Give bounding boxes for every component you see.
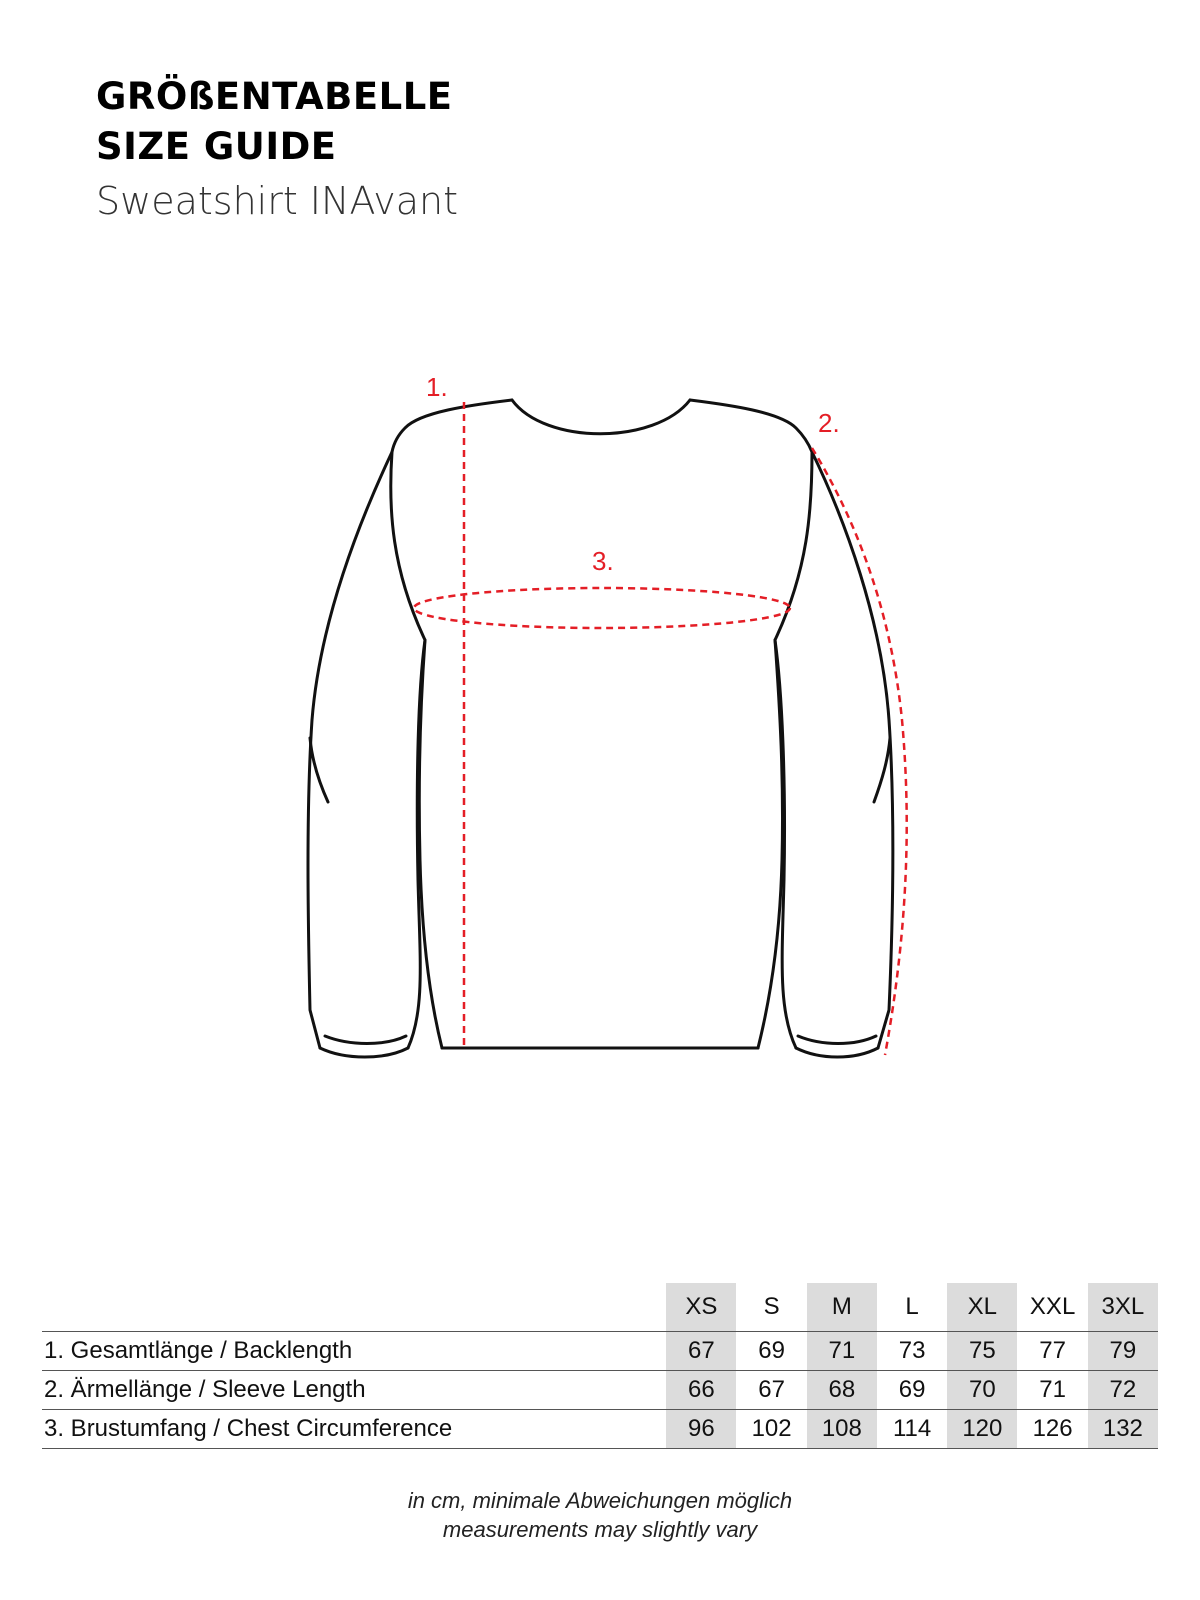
table-cell: 126 [1017, 1410, 1087, 1449]
table-cell: 67 [666, 1332, 736, 1371]
table-cell: 72 [1088, 1371, 1158, 1410]
table-cell: 69 [877, 1371, 947, 1410]
table-cell: 75 [947, 1332, 1017, 1371]
left-sleeve-outer [308, 452, 392, 1048]
size-m-header: M [807, 1283, 877, 1332]
left-cuff [320, 1036, 408, 1057]
right-shoulder [690, 400, 812, 452]
size-s-header: S [736, 1283, 806, 1332]
table-cell: 102 [736, 1410, 806, 1449]
page-title-en: SIZE GUIDE [96, 125, 337, 168]
product-name: Sweatshirt INAvant [96, 179, 458, 223]
right-cuff [796, 1036, 878, 1057]
note-line-de: in cm, minimale Abweichungen möglich [407, 1488, 793, 1513]
row-label: 2. Ärmellänge / Sleeve Length [42, 1371, 666, 1410]
table-cell: 96 [666, 1410, 736, 1449]
sweatshirt-diagram [0, 360, 1200, 1120]
table-row [42, 1410, 1158, 1449]
right-elbow-crease [874, 738, 890, 802]
size-l-header: L [877, 1283, 947, 1332]
note-line-en: measurements may slightly vary [442, 1517, 758, 1542]
table-cell: 108 [807, 1410, 877, 1449]
table-cell: 73 [877, 1332, 947, 1371]
label-1: 1. [426, 372, 448, 402]
size-xs-header: XS [666, 1283, 736, 1332]
size-header-empty [42, 1283, 666, 1332]
chest-circumference-ellipse [414, 588, 790, 628]
table-cell: 79 [1088, 1332, 1158, 1371]
title-block [96, 72, 458, 228]
table-cell: 120 [947, 1410, 1017, 1449]
measurement-note [0, 1486, 1200, 1544]
size-3xl-header: 3XL [1088, 1283, 1158, 1332]
size-xl-header: XL [947, 1283, 1017, 1332]
label-2: 2. [818, 408, 840, 438]
table-cell: 66 [666, 1371, 736, 1410]
table-row [42, 1332, 1158, 1371]
table-cell: 77 [1017, 1332, 1087, 1371]
row-label: 3. Brustumfang / Chest Circumference [42, 1410, 666, 1449]
sweatshirt-illustration [0, 360, 1200, 1120]
left-shoulder [392, 400, 512, 452]
table-cell: 69 [736, 1332, 806, 1371]
table-cell: 71 [807, 1332, 877, 1371]
table-cell: 114 [877, 1410, 947, 1449]
neckline [512, 400, 690, 434]
table-cell: 71 [1017, 1371, 1087, 1410]
page-title-de: GRÖßENTABELLE [96, 75, 453, 118]
sleeve-length-line [812, 448, 907, 1055]
sweatshirt-outline [308, 400, 893, 1057]
label-3: 3. [592, 546, 614, 576]
left-elbow-crease [310, 738, 328, 802]
body-left-side [419, 640, 442, 1048]
table-cell: 68 [807, 1371, 877, 1410]
table-cell: 70 [947, 1371, 1017, 1410]
size-table [42, 1283, 1158, 1449]
body-right-side [758, 640, 783, 1048]
right-sleeve-outer [812, 452, 893, 1048]
size-header-row [42, 1283, 1158, 1332]
table-cell: 67 [736, 1371, 806, 1410]
table-row [42, 1371, 1158, 1410]
size-xxl-header: XXL [1017, 1283, 1087, 1332]
table-cell: 132 [1088, 1410, 1158, 1449]
row-label: 1. Gesamtlänge / Backlength [42, 1332, 666, 1371]
